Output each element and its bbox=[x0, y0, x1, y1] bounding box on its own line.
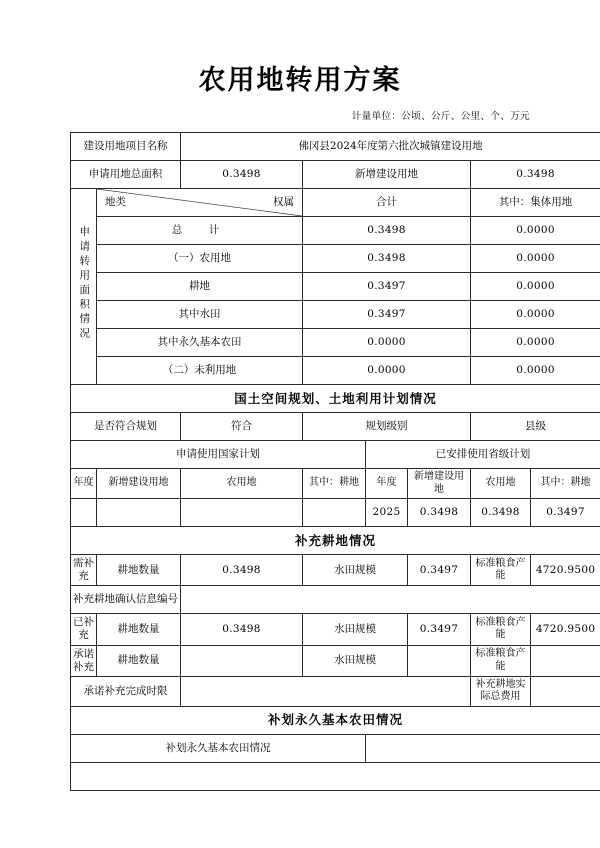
table-row bbox=[71, 329, 600, 357]
table-row-plan-group-headers bbox=[71, 441, 600, 469]
table-row bbox=[71, 357, 600, 385]
provincial-value-year: 2025 bbox=[366, 499, 408, 527]
diagonal-row-label: 地类 bbox=[105, 195, 126, 208]
notes-area bbox=[71, 762, 600, 790]
actual-cost-label: 补充耕地实际总费用 bbox=[471, 676, 531, 706]
page-title: 农用地转用方案 bbox=[198, 65, 402, 96]
land-conversion-table bbox=[70, 132, 600, 791]
table-row-basic-farmland-header bbox=[71, 706, 600, 734]
promised-label: 承诺补充 bbox=[71, 645, 97, 676]
provincial-value-agricultural: 0.3498 bbox=[471, 499, 531, 527]
table-row-supplement-promised bbox=[71, 645, 600, 676]
conversion-side-label: 申请转用面积情况 bbox=[71, 189, 97, 385]
conversion-row-total: 0.3497 bbox=[303, 273, 471, 301]
required-label: 需补充 bbox=[71, 555, 97, 586]
provincial-value-new-construction: 0.3498 bbox=[408, 499, 471, 527]
conversion-row-collective: 0.0000 bbox=[471, 301, 600, 329]
diagonal-col-label: 权属 bbox=[273, 196, 294, 208]
column-header-total: 合计 bbox=[303, 189, 471, 217]
conform-label: 是否符合规划 bbox=[71, 413, 181, 441]
conversion-row-total: 0.0000 bbox=[303, 357, 471, 385]
total-area-label: 申请用地总面积 bbox=[71, 161, 181, 189]
table-row bbox=[71, 217, 600, 245]
completed-farmland-qty-value: 0.3498 bbox=[181, 614, 303, 645]
promised-paddy-scale-value bbox=[408, 645, 471, 676]
table-row-plan-values bbox=[71, 499, 600, 527]
table-row-basic-farmland bbox=[71, 734, 600, 762]
conversion-row-label: 其中永久基本农田 bbox=[97, 329, 303, 357]
table-row-matrix-header bbox=[71, 189, 600, 217]
provincial-value-farmland: 0.3497 bbox=[531, 499, 600, 527]
provincial-col-farmland: 其中：耕地 bbox=[531, 469, 600, 499]
required-paddy-scale-label: 水田规模 bbox=[303, 555, 408, 586]
conversion-row-label: （二）未利用地 bbox=[97, 357, 303, 385]
basic-farmland-row-value bbox=[366, 734, 600, 762]
deadline-value bbox=[181, 676, 471, 706]
measurement-unit-note: 计量单位：公顷、公斤、公里、个、万元 bbox=[351, 111, 530, 122]
table-row-confirm-number bbox=[71, 586, 600, 614]
table-row-notes bbox=[71, 762, 600, 790]
required-paddy-scale-value: 0.3497 bbox=[408, 555, 471, 586]
table-row-planning-header bbox=[71, 385, 600, 413]
national-value-new-construction bbox=[97, 499, 181, 527]
table-row-deadline bbox=[71, 676, 600, 706]
national-value-year bbox=[71, 499, 97, 527]
table-row bbox=[71, 273, 600, 301]
confirm-number-value bbox=[181, 586, 600, 614]
national-col-year: 年度 bbox=[71, 469, 97, 499]
planning-section-title: 国土空间规划、土地利用计划情况 bbox=[71, 385, 600, 413]
conversion-row-label: 其中水田 bbox=[97, 301, 303, 329]
confirm-number-label: 补充耕地确认信息编号 bbox=[71, 586, 181, 614]
conversion-row-label: 总 计 bbox=[97, 217, 303, 245]
promised-grain-capacity-label: 标准粮食产能 bbox=[471, 645, 531, 676]
table-row-project-name bbox=[71, 133, 600, 161]
table-row-supplement-completed bbox=[71, 614, 600, 645]
conversion-row-total: 0.3498 bbox=[303, 245, 471, 273]
completed-paddy-scale-value: 0.3497 bbox=[408, 614, 471, 645]
plan-level-value: 县级 bbox=[471, 413, 600, 441]
required-farmland-qty-label: 耕地数量 bbox=[97, 555, 181, 586]
project-name-label: 建设用地项目名称 bbox=[71, 133, 181, 161]
required-grain-capacity-label: 标准粮食产能 bbox=[471, 555, 531, 586]
promised-paddy-scale-label: 水田规模 bbox=[303, 645, 408, 676]
national-value-agricultural bbox=[181, 499, 303, 527]
promised-grain-capacity-value bbox=[531, 645, 600, 676]
conversion-row-total: 0.3498 bbox=[303, 217, 471, 245]
supplement-section-title: 补充耕地情况 bbox=[71, 527, 600, 555]
required-farmland-qty-value: 0.3498 bbox=[181, 555, 303, 586]
conversion-row-total: 0.3497 bbox=[303, 301, 471, 329]
table-row bbox=[71, 301, 600, 329]
column-header-collective: 其中：集体用地 bbox=[471, 189, 600, 217]
basic-farmland-row-label: 补划永久基本农田情况 bbox=[71, 734, 366, 762]
promised-farmland-qty-label: 耕地数量 bbox=[97, 645, 181, 676]
conform-value: 符合 bbox=[181, 413, 303, 441]
completed-grain-capacity-label: 标准粮食产能 bbox=[471, 614, 531, 645]
completed-paddy-scale-label: 水田规模 bbox=[303, 614, 408, 645]
provincial-plan-header: 已安排使用省级计划 bbox=[366, 441, 600, 469]
required-grain-capacity-value: 4720.9500 bbox=[531, 555, 600, 586]
deadline-label: 承诺补充完成时限 bbox=[71, 676, 181, 706]
table-row bbox=[71, 245, 600, 273]
conversion-row-total: 0.0000 bbox=[303, 329, 471, 357]
conversion-row-label: 耕地 bbox=[97, 273, 303, 301]
plan-level-label: 规划级别 bbox=[303, 413, 471, 441]
new-construction-value: 0.3498 bbox=[471, 161, 600, 189]
conversion-row-collective: 0.0000 bbox=[471, 329, 600, 357]
table-row-supplement-header bbox=[71, 527, 600, 555]
completed-grain-capacity-value: 4720.9500 bbox=[531, 614, 600, 645]
table-row-supplement-required bbox=[71, 555, 600, 586]
new-construction-label: 新增建设用地 bbox=[303, 161, 471, 189]
provincial-col-year: 年度 bbox=[366, 469, 408, 499]
promised-farmland-qty-value bbox=[181, 645, 303, 676]
provincial-col-new-construction: 新增建设用地 bbox=[408, 469, 471, 499]
national-value-farmland bbox=[303, 499, 366, 527]
national-plan-header: 申请使用国家计划 bbox=[71, 441, 366, 469]
diagonal-header-cell bbox=[97, 189, 303, 217]
table-row-plan-columns bbox=[71, 469, 600, 499]
total-area-value: 0.3498 bbox=[181, 161, 303, 189]
conversion-row-collective: 0.0000 bbox=[471, 273, 600, 301]
diagonal-line-icon bbox=[97, 189, 302, 216]
conversion-row-collective: 0.0000 bbox=[471, 217, 600, 245]
actual-cost-value bbox=[531, 676, 600, 706]
completed-label: 已补充 bbox=[71, 614, 97, 645]
conversion-row-label: （一）农用地 bbox=[97, 245, 303, 273]
table-row-planning-conform bbox=[71, 413, 600, 441]
national-col-farmland: 其中：耕地 bbox=[303, 469, 366, 499]
national-col-new-construction: 新增建设用地 bbox=[97, 469, 181, 499]
provincial-col-agricultural: 农用地 bbox=[471, 469, 531, 499]
table-row-total-area bbox=[71, 161, 600, 189]
conversion-row-collective: 0.0000 bbox=[471, 245, 600, 273]
project-name-value: 佛冈县2024年度第六批次城镇建设用地 bbox=[181, 133, 600, 161]
completed-farmland-qty-label: 耕地数量 bbox=[97, 614, 181, 645]
conversion-row-collective: 0.0000 bbox=[471, 357, 600, 385]
basic-farmland-section-title: 补划永久基本农田情况 bbox=[71, 706, 600, 734]
national-col-agricultural: 农用地 bbox=[181, 469, 303, 499]
